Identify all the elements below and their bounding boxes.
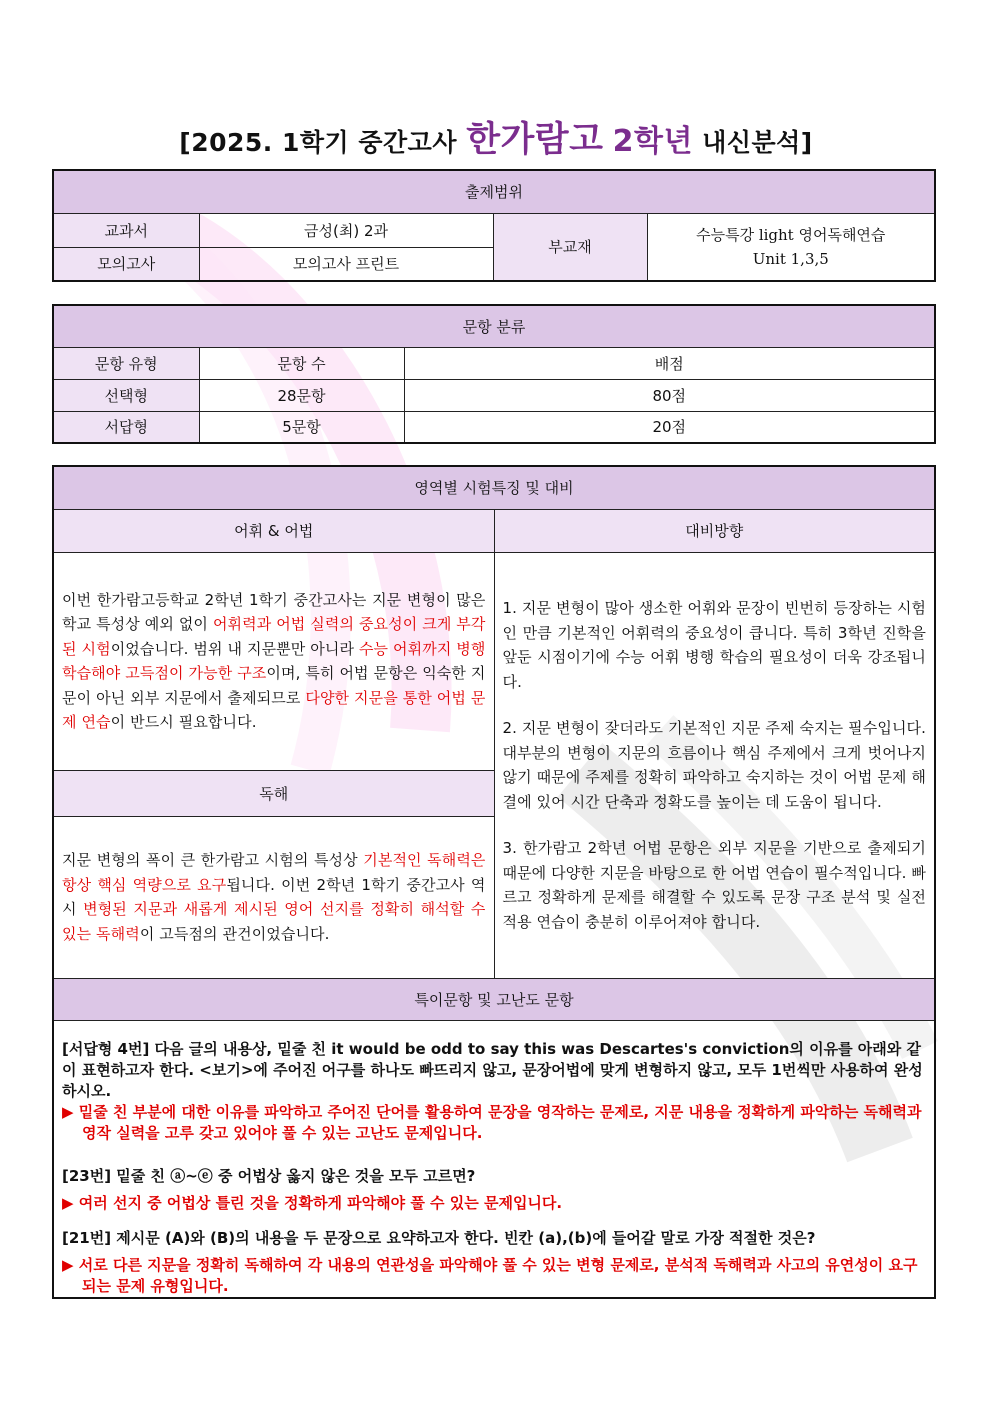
row-count: 5문항 [199,411,404,443]
reading-text [53,816,494,978]
mock-label: 모의고사 [53,247,199,281]
reading-highlight: 기본적인 독해력은 항상 핵심 역량으로 요구 [62,851,486,894]
row-type: 서답형 [53,411,199,443]
vocab-text-part: 이며, 특히 어법 문항은 익숙한 지문이 아닌 외부 지문에서 출제되므로 [62,664,486,707]
mock-value: 모의고사 프린트 [199,247,493,281]
textbook-value: 금성(최) 2과 [199,213,493,247]
subtext-line1: 수능특강 light 영어독해연습 [696,225,886,244]
special-header: 특이문항 및 고난도 문항 [53,978,935,1020]
scope-header: 출제범위 [53,170,935,213]
vocab-header: 어휘 & 어법 [53,509,494,552]
classification-table [52,304,936,444]
vocab-highlight: 다양한 지문을 통한 어법 문제 연습 [62,688,486,731]
reading-text-part: 이 고득점의 관건이었습니다. [139,924,330,943]
col-count: 문항 수 [199,347,404,379]
special-questions [53,1020,935,1298]
table-row [53,411,935,443]
title-school: 한가람고 [466,120,604,160]
page-title [0,112,992,162]
vocab-highlight: 수능 어휘까지 병행 학습해야 고득점이 가능한 구조 [62,639,486,682]
title-prefix: [2025. 1학기 중간고사 [179,128,467,157]
subtext-line2: Unit 1,3,5 [752,249,829,268]
vocab-text-part: 이었습니다. 범위 내 지문뿐만 아니라 [110,639,359,658]
subtext-label: 부교재 [493,213,647,281]
special-question: [21번] 제시문 (A)와 (B)의 내용을 두 문장으로 요약하고자 한다. 빈칸 (a),(b)에 들어갈 말로 가장 적절한 것은? [62,1228,816,1247]
reading-text-part: 지문 변형의 폭이 큰 한가람고 시험의 특성상 [62,851,364,869]
scope-table [52,169,936,282]
reading-header: 독해 [53,770,494,816]
textbook-label: 교과서 [53,213,199,247]
special-note: ▶ 여러 선지 중 어법상 틀린 것을 정확하게 파악해야 풀 수 있는 문제입니다. [62,1193,563,1212]
features-header: 영역별 시험특징 및 대비 [53,466,935,509]
title-grade: 2학년 [612,124,693,159]
col-score: 배점 [404,347,935,379]
row-count: 28문항 [199,379,404,411]
vocab-text-part: 이번 한가람고등학교 2학년 1학기 중간고사는 지문 변형이 많은 학교 특성상 예외 없이 [62,590,486,633]
prep-text [494,552,935,978]
subtext-value [647,213,935,281]
special-question: [서답형 4번] 다음 글의 내용상, 밑줄 친 it would be odd to say this was Descartes's conviction의 이유를 아래와 같이 표현하고자 한다. <보기>에 주어진 어구를 하나도 빠뜨리지 않고, 문장어법에 맞게 변형하지 않고, 모두 1번씩만 사용하여 완성하시오. [62,1039,923,1100]
features-table [52,465,936,1299]
classification-header: 문항 분류 [53,305,935,347]
special-note: ▶ 밑줄 친 부분에 대한 이유를 파악하고 주어진 단어를 활용하여 문장을 영작하는 문제로, 지문 내용을 정확하게 파악하는 독해력과 영작 실력을 고루 갖고 있어야 풀 수 있는 고난도 문제입니다. [62,1102,922,1142]
row-type: 선택형 [53,379,199,411]
vocab-text-part: 이 반드시 필요합니다. [110,713,257,731]
vocab-highlight: 어휘력과 어법 실력의 중요성이 크게 부각된 시험 [62,615,486,658]
special-question: [23번] 밑줄 친 ⓐ~ⓔ 중 어법상 옳지 않은 것을 모두 고르면? [62,1166,476,1185]
reading-highlight: 변형된 지문과 새롭게 제시된 영어 선지를 정확히 해석할 수 있는 독해력 [62,900,486,943]
prep-item: 3. 한가람고 2학년 어법 문항은 외부 지문을 기반으로 출제되기 때문에 다양한 지문을 바탕으로 한 어법 연습이 필수적입니다. 빠르고 정확하게 문제를 해결할 수 있도록 문장 구조 분석 및 실전 적용 연습이 충분히 이루어져야 합니다. [502,839,926,931]
prep-item: 1. 지문 변형이 많아 생소한 어휘와 문장이 빈번히 등장하는 시험인 만큼 기본적인 어휘력의 중요성이 큽니다. 특히 3학년 진학을 앞둔 시점이기에 수능 어휘 병행 학습의 필요성이 더욱 강조됩니다. [502,599,926,691]
row-score: 80점 [404,379,935,411]
reading-text-part: 됩니다. 이번 2학년 1학기 중간고사 역시 [62,875,486,918]
table-row [53,379,935,411]
row-score: 20점 [404,411,935,443]
vocab-text [53,552,494,770]
col-type: 문항 유형 [53,347,199,379]
title-suffix: 내신분석] [693,128,813,157]
prep-item: 2. 지문 변형이 잦더라도 기본적인 지문 주제 숙지는 필수입니다. 대부분의 변형이 지문의 흐름이나 핵심 주제에서 크게 벗어나지 않기 때문에 주제를 정확히 파악하고 숙지하는 것이 어법 문제 해결에 있어 시간 단축과 정확도를 높이는 데 도움이 됩니다. [502,719,926,811]
prep-header: 대비방향 [494,509,935,552]
special-note: ▶ 서로 다른 지문을 정확히 독해하여 각 내용의 연관성을 파악해야 풀 수 있는 변형 문제로, 분석적 독해력과 사고의 유연성이 요구되는 문제 유형입니다. [62,1255,918,1295]
